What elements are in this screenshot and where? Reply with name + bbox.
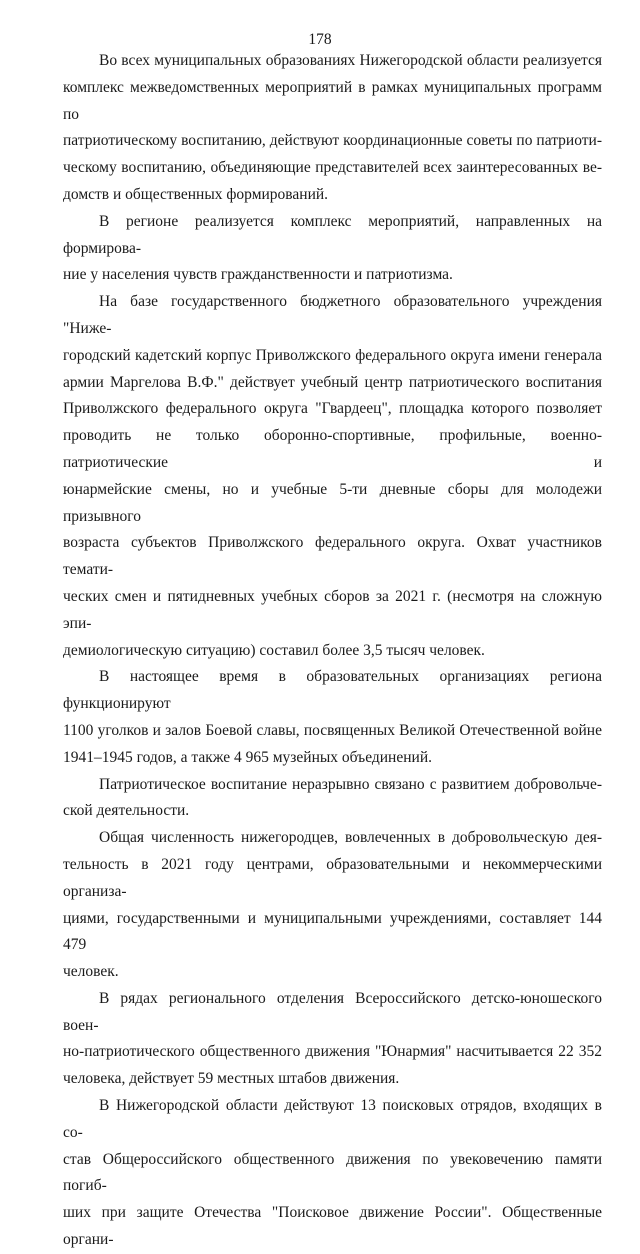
paragraph [63,1093,602,1254]
text-line: На базе государственного бюджетного образовательного учреждения "Ниже- [63,293,602,337]
text-line: ческому воспитанию, объединяющие представителей всех заинтересованных ве- [63,159,602,177]
text-line: В настоящее время в образовательных организациях региона функционируют [63,668,602,713]
text-line: ние у населения чувств гражданственности и патриотизма. [63,266,453,284]
text-line: ческих смен и пятидневных учебных сборов за 2021 г. (несмотря на сложную эпи- [63,587,602,632]
text-line: В Нижегородской области действуют 13 поисковых отрядов, входящих в со- [63,1097,602,1141]
paragraph [63,825,602,986]
text-line: тельность в 2021 году центрами, образовательными и некоммерческими организа- [63,855,602,900]
paragraph [63,664,602,771]
paragraph [63,209,602,289]
text-line: циями, государственными и муниципальными учреждениями, составляет 144 479 [63,909,602,954]
page-number: 178 [308,31,332,48]
text-line: человека, действует 59 местных штабов движения. [63,1070,400,1088]
text-line: проводить не только оборонно-спортивные, профильные, военно-патриотические и [63,427,602,471]
text-line: Патриотическое воспитание неразрывно связано с развитием добровольче- [99,775,602,793]
text-line: 1100 уголков и залов Боевой славы, посвященных Великой Отечественной войне [63,721,602,739]
paragraph [63,48,602,209]
text-line: демиологическую ситуацию) составил более 3,5 тысяч человек. [63,641,485,659]
text-line: став Общероссийского общественного движения по увековечению памяти погиб- [63,1150,602,1195]
text-line: юнармейские смены, но и учебные 5-ти дневные сборы для молодежи призывного [63,480,602,525]
paragraph [63,289,602,664]
body-text [63,48,602,1254]
text-line: но-патриотического общественного движения "Юнармия" насчитывается 22 352 [63,1043,602,1061]
text-line: домств и общественных формирований. [63,185,329,203]
text-line: В регионе реализуется комплекс мероприятий, направленных на формирова- [63,212,602,257]
text-line: Во всех муниципальных образованиях Нижегородской области реализуется [99,52,602,69]
text-line: ской деятельности. [63,802,190,820]
text-line: В рядах регионального отделения Всероссийского детско-юношеского воен- [63,989,602,1034]
text-line: возраста субъектов Приволжского федерального округа. Охват участников темати- [63,534,602,579]
text-line: армии Маргелова В.Ф." действует учебный центр патриотического воспитания [63,373,602,391]
text-line: ших при защите Отечества "Поисковое движение России". Общественные органи- [63,1204,602,1249]
text-line: Приволжского федерального округа "Гвардеец", площадка которого позволяет [63,400,602,418]
paragraph [63,986,602,1093]
text-line: 1941–1945 годов, а также 4 965 музейных объединений. [63,748,432,766]
text-line: Общая численность нижегородцев, вовлеченных в добровольческую дея- [99,829,602,847]
text-line: человек. [63,963,119,981]
text-line: патриотическому воспитанию, действуют координационные советы по патриоти- [63,132,602,150]
paragraph [63,772,602,826]
text-line: комплекс межведомственных мероприятий в рамках муниципальных программ по [63,78,602,123]
text-line: городский кадетский корпус Приволжского федерального округа имени генерала [63,346,602,364]
